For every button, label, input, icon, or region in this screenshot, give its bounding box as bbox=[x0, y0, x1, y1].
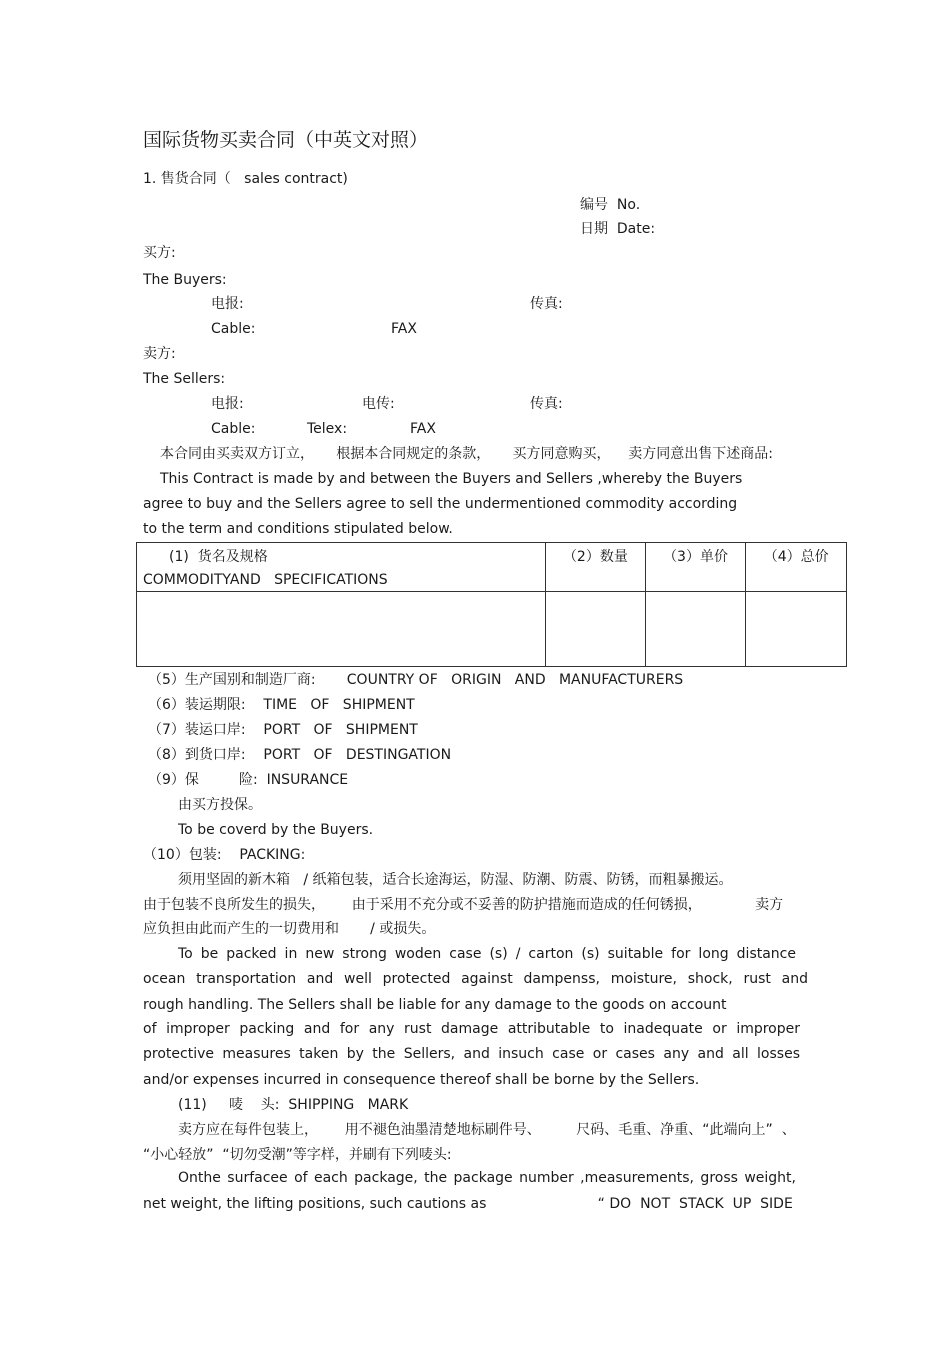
intro-cn: 本合同由买卖双方订立， 根据本合同规定的条款， 买方同意购买， 卖方同意出售下述商品: bbox=[160, 446, 774, 462]
packing-cn-line-2: 由于包装不良所发生的损失， 由于采用不充分或不妥善的防护措施而造成的任何锈损， 卖方 bbox=[143, 897, 784, 913]
sellers-cable-en: Cable: bbox=[211, 421, 256, 437]
sellers-cable-cn: 电报: bbox=[211, 396, 244, 412]
shipping-mark-cn-line-2: “小心轻放” “切勿受潮”等字样，并刷有下列唛头: bbox=[143, 1147, 452, 1163]
buyers-cable-en: Cable: bbox=[211, 321, 256, 337]
sellers-telex-en: Telex: bbox=[307, 421, 348, 437]
clause-10-packing: （10）包装: PACKING: bbox=[143, 847, 306, 863]
buyers-label-cn: 买方: bbox=[143, 245, 176, 261]
shipping-mark-en-line-1: Onthe surfacee of each package, the package number ,measurements, gross weight, bbox=[178, 1170, 796, 1186]
document-title: 国际货物买卖合同（中英文对照） bbox=[143, 129, 429, 151]
shipping-mark-cn-line-1: 卖方应在每件包装上， 用不褪色油墨清楚地标刷件号、 尺码、毛重、净重、“此端向上” 、 bbox=[178, 1122, 796, 1138]
packing-en-line-6: and/or expenses incurred in consequence thereof shall be borne by the Sellers. bbox=[143, 1072, 700, 1088]
packing-en-line-5: protective measures taken by the Sellers, and insuch case or cases any and all losses bbox=[143, 1046, 800, 1062]
intro-en-line-1: This Contract is made by and between the Buyers and Sellers ,whereby the Buyers bbox=[160, 471, 743, 487]
clause-11-shipping-mark: (11) 唛 头: SHIPPING MARK bbox=[178, 1097, 409, 1113]
packing-en-line-4: of improper packing and for any rust damage attributable to inadequate or improper bbox=[143, 1021, 800, 1037]
goods-table bbox=[136, 542, 847, 667]
quantity-cell bbox=[546, 592, 646, 667]
clause-6-shipment-time: （6）装运期限: TIME OF SHIPMENT bbox=[148, 697, 415, 713]
insurance-cn: 由买方投保。 bbox=[178, 797, 262, 813]
unit-price-cell bbox=[645, 592, 746, 667]
buyers-fax-cn: 传真: bbox=[530, 296, 563, 312]
sellers-fax-cn: 传真: bbox=[530, 396, 563, 412]
clause-8-port-of-destination: （8）到货口岸: PORT OF DESTINGATION bbox=[148, 747, 452, 763]
section-heading-sales-contract: 1. 售货合同（ sales contract) bbox=[143, 171, 348, 187]
packing-cn-line-1: 须用坚固的新木箱 / 纸箱包装，适合长途海运，防湿、防潮、防震、防锈，而粗暴搬运。 bbox=[178, 872, 733, 888]
packing-en-line-3: rough handling. The Sellers shall be liable for any damage to the goods on account bbox=[143, 997, 727, 1013]
buyers-label-en: The Buyers: bbox=[143, 272, 227, 288]
total-price-header-cell bbox=[746, 543, 847, 592]
commodity-cell bbox=[137, 592, 546, 667]
quantity-header: （2）数量 bbox=[562, 549, 628, 565]
commodity-header-cn: (1) 货名及规格 bbox=[169, 549, 268, 565]
sellers-telex-cn: 电传: bbox=[362, 396, 395, 412]
commodity-header-cell bbox=[137, 543, 546, 592]
packing-cn-line-3: 应负担由此而产生的一切费用和 / 或损失。 bbox=[143, 921, 436, 937]
clause-5-origin: （5）生产国别和制造厂商: COUNTRY OF ORIGIN AND MANUFACTURERS bbox=[148, 672, 684, 688]
goods-table-header-row bbox=[137, 543, 847, 592]
clause-7-port-of-shipment: （7）装运口岸: PORT OF SHIPMENT bbox=[148, 722, 418, 738]
packing-en-line-1: To be packed in new strong woden case (s) / carton (s) suitable for long distance bbox=[178, 946, 796, 962]
contract-date-label: 日期 Date: bbox=[580, 221, 656, 237]
quantity-header-cell bbox=[546, 543, 646, 592]
insurance-en: To be coverd by the Buyers. bbox=[178, 822, 374, 838]
intro-en-line-2: agree to buy and the Sellers agree to sell the undermentioned commodity according bbox=[143, 496, 738, 512]
packing-en-line-2: ocean transportation and well protected against dampenss, moisture, shock, rust and bbox=[143, 971, 808, 987]
commodity-header-en: COMMODITYAND SPECIFICATIONS bbox=[143, 572, 388, 588]
intro-en-line-3: to the term and conditions stipulated below. bbox=[143, 521, 453, 537]
sellers-label-cn: 卖方: bbox=[143, 346, 176, 362]
unit-price-header-cell bbox=[645, 543, 746, 592]
clause-9-insurance: （9）保 险: INSURANCE bbox=[148, 772, 349, 788]
buyers-cable-cn: 电报: bbox=[211, 296, 244, 312]
total-price-cell bbox=[746, 592, 847, 667]
contract-number-label: 编号 No. bbox=[580, 197, 641, 213]
shipping-mark-en-line-2: net weight, the lifting positions, such cautions as “ DO NOT STACK UP SIDE bbox=[143, 1196, 793, 1212]
goods-table-row bbox=[137, 592, 847, 667]
unit-price-header: （3）单价 bbox=[663, 549, 728, 565]
sellers-label-en: The Sellers: bbox=[143, 371, 226, 387]
sellers-fax-en: FAX bbox=[410, 421, 436, 437]
buyers-fax-en: FAX bbox=[391, 321, 417, 337]
total-price-header: （4）总价 bbox=[763, 549, 829, 565]
